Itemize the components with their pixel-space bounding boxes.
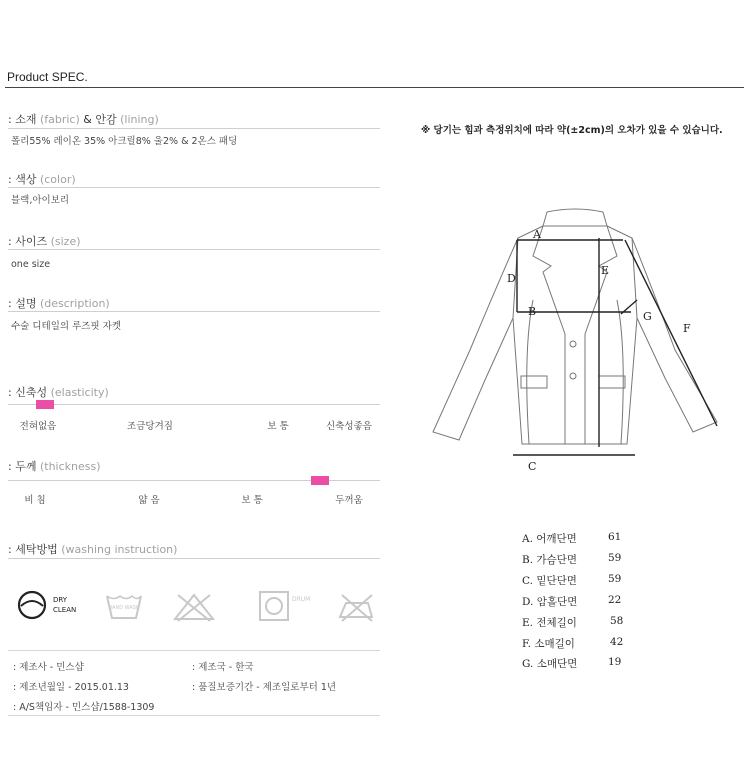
color-value: 블랙,아이보리 [11, 195, 70, 206]
hand-wash-icon [104, 592, 144, 622]
hand-wash-text: HAND WASH [108, 605, 140, 611]
thickness-level-4: 두꺼움 [335, 495, 363, 506]
fabric-value: 폴리55% 레이온 35% 아크릴8% 울2% & 2온스 패딩 [11, 136, 238, 147]
washing-heading: : 세탁방법 (washing instruction) [8, 543, 178, 556]
measurement-label-d: D. 암홀단면 [522, 596, 578, 608]
elasticity-level-4: 신축성좋음 [326, 421, 372, 432]
measurement-label-a: A. 어깨단면 [522, 533, 577, 545]
fabric-heading: : 소재 (fabric) & 안감 (lining) [8, 113, 159, 126]
size-divider [8, 249, 380, 250]
measurement-label-e: E. 전체길이 [522, 617, 577, 629]
fabric-divider [8, 128, 380, 129]
clean-text: CLEAN [53, 606, 77, 614]
size-value: one size [11, 259, 51, 270]
country-info: : 제조국 - 한국 [192, 662, 254, 673]
diagram-label-f: F [683, 322, 691, 335]
measurement-label-b: B. 가슴단면 [522, 554, 577, 566]
diagram-label-a: A [533, 228, 541, 241]
drum-dry-icon [258, 590, 318, 624]
elasticity-scale-line [8, 404, 380, 405]
measurement-value-f: 42 [610, 636, 624, 648]
diagram-label-c: C [528, 460, 537, 473]
measurement-note: ※ 당기는 힘과 측정위치에 따라 약(±2cm)의 오차가 있을 수 있습니다. [421, 125, 723, 136]
measurement-label-f: F. 소매길이 [522, 638, 575, 650]
size-heading: : 사이즈 (size) [8, 235, 81, 248]
description-value: 수술 디테일의 루즈핏 자켓 [11, 321, 122, 332]
no-iron-icon [336, 591, 376, 623]
warranty-info: : 품질보증기간 - 제조일로부터 1년 [192, 682, 337, 693]
drum-text: DRUM [292, 596, 311, 603]
measurement-value-g: 19 [608, 656, 622, 668]
measurement-value-c: 59 [608, 573, 622, 585]
info-divider-top [8, 650, 380, 651]
jacket-diagram [425, 200, 725, 485]
measurement-label-c: C. 밑단단면 [522, 575, 577, 587]
thickness-level-2: 얇 음 [138, 495, 160, 506]
page-title: Product SPEC. [7, 70, 88, 84]
description-divider [8, 311, 380, 312]
dry-clean-icon [16, 589, 96, 621]
color-divider [8, 187, 380, 188]
manufacture-date-info: : 제조년월일 - 2015.01.13 [13, 682, 129, 693]
thickness-level-3: 보 통 [241, 495, 263, 506]
as-contact-info: : A/S책임자 - 민스샵/1588-1309 [13, 702, 155, 713]
measurement-value-d: 22 [608, 594, 622, 606]
thickness-heading: : 두께 (thickness) [8, 460, 101, 473]
measurement-value-e: 58 [610, 615, 624, 627]
color-heading: : 색상 (color) [8, 173, 76, 186]
info-divider-bottom [8, 715, 380, 716]
diagram-label-d: D [507, 272, 516, 285]
measurement-value-b: 59 [608, 552, 622, 564]
diagram-label-b: B [528, 305, 537, 318]
elasticity-level-2: 조금당겨짐 [127, 421, 173, 432]
measure-line-f [625, 240, 717, 426]
thickness-level-1: 비 침 [24, 495, 46, 506]
description-heading: : 설명 (description) [8, 297, 110, 310]
elasticity-level-1: 전혀없음 [19, 421, 57, 432]
no-bleach-icon [172, 591, 216, 623]
maker-info: : 제조사 - 민스샵 [13, 662, 84, 673]
measurement-value-a: 61 [608, 531, 622, 543]
title-divider [5, 87, 744, 88]
elasticity-level-3: 보 통 [267, 421, 289, 432]
elasticity-heading: : 신축성 (elasticity) [8, 386, 109, 399]
elasticity-marker [36, 400, 54, 409]
diagram-label-e: E [601, 264, 610, 277]
measurement-label-g: G. 소매단면 [522, 658, 578, 670]
dry-text: DRY [53, 596, 68, 604]
thickness-marker [311, 476, 329, 485]
diagram-label-g: G [643, 310, 652, 323]
washing-divider [8, 558, 380, 559]
